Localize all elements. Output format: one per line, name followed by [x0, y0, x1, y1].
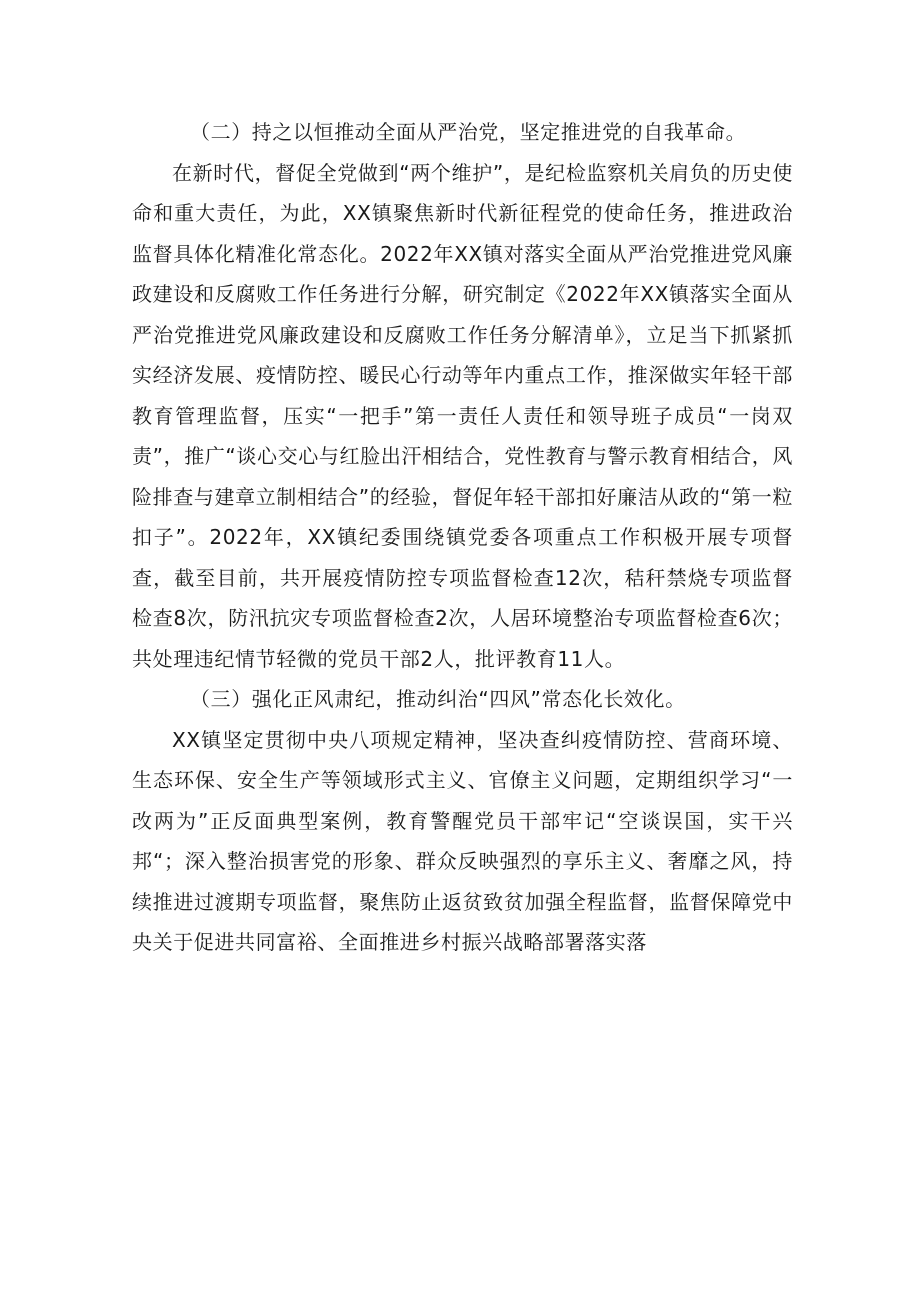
body-paragraph-3: XX镇坚定贯彻中央八项规定精神，坚决查纠疫情防控、营商环境、生态环保、安全生产等领域形式主义、官僚主义问题，定期组织学习“一改两为”正反面典型案例，教育警醒党员干部牢记“空谈误国，实干兴邦“；深入整治损害党的形象、群众反映强烈的享乐主义、奢靡之风，持续推进过渡期专项监督，聚焦防止返贫致贫加强全程监督，监督保障党中央关于促进共同富裕、全面推进乡村振兴战略部署落实落 [132, 727, 793, 954]
section-heading-3: （三）强化正风肃纪，推动纠治“四风”常态化长效化。 [190, 687, 686, 711]
body-paragraph-2: 在新时代，督促全党做到“两个维护”，是纪检监察机关肩负的历史使命和重大责任，为此，XX镇聚焦新时代新征程党的使命任务，推进政治监督具体化精准化常态化。2022年XX镇对落实全面从严治党推进党风廉政建设和反腐败工作任务进行分解，研究制定《2022年XX镇落实全面从严治党推进党风廉政建设和反腐败工作任务分解清单》，立足当下抓紧抓实经济发展、疫情防控、暖民心行动等年内重点工作，推深做实年轻干部教育管理监督，压实“一把手”第一责任人责任和领导班子成员“一岗双责”，推广“谈心交心与红脸出汗相结合，党性教育与警示教育相结合，风险排查与建章立制相结合”的经验，督促年轻干部扣好廉洁从政的“第一粒扣子”。2022年，XX镇纪委围绕镇党委各项重点工作积极开展专项督查，截至目前，共开展疫情防控专项监督检查12次，秸秆禁烧专项监督检查8次，防汛抗灾专项监督检查2次，人居环境整治专项监督检查6次；共处理违纪情节轻微的党员干部2人，批评教育11人。 [132, 160, 793, 671]
section-heading-2: （二）持之以恒推动全面从严治党，坚定推进党的自我革命。 [190, 120, 747, 144]
document-body [132, 112, 793, 963]
